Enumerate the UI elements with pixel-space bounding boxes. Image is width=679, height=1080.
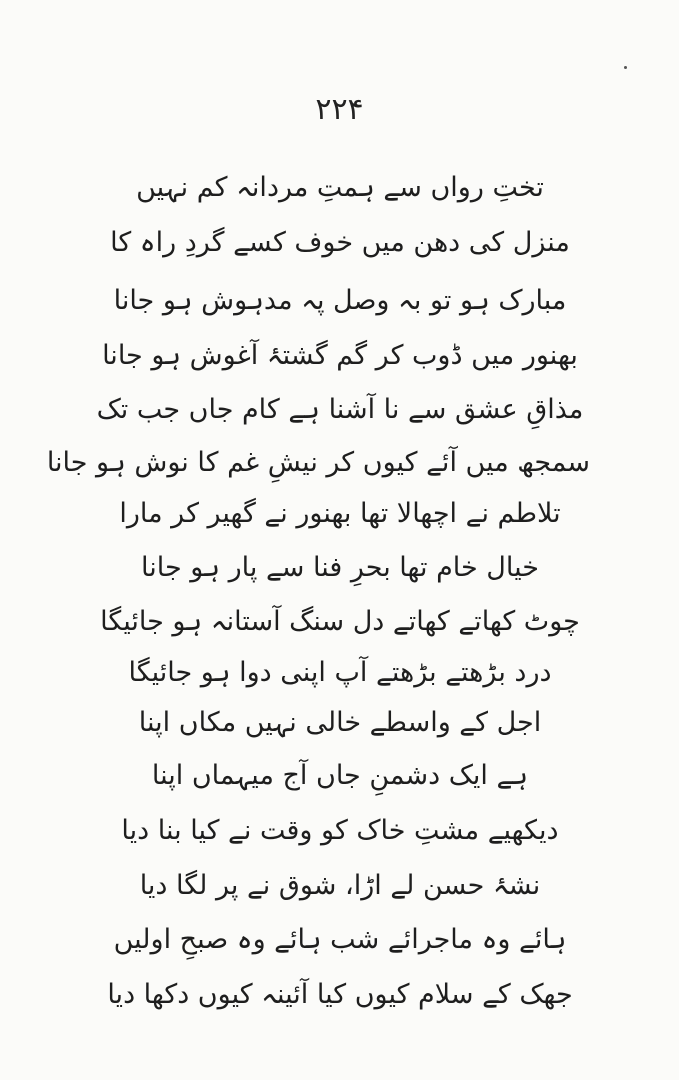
verse-line-2: منزل کی دھن میں خوف کسے گردِ راہ کا [110,227,570,258]
verse-line-3: مبارک ہو تو بہ وصل پہ مدہوش ہو جانا [113,285,567,316]
ink-speck [624,66,627,69]
verse-line-5: مذاقِ عشق سے نا آشنا ہے کام جاں جب تک [96,394,584,425]
verse-line-11: اجل کے واسطے خالی نہیں مکاں اپنا [138,707,542,738]
verse-line-6: سمجھ میں آئے کیوں کر نیشِ غم کا نوش ہو جانا [46,447,590,478]
verse-line-15: ہائے وہ ماجرائے شب ہائے وہ صبحِ اولیں [113,924,567,955]
verse-line-9: چوٹ کھاتے کھاتے دل سنگ آستانہ ہو جائیگا [100,606,580,637]
verse-line-7: تلاطم نے اچھالا تھا بھنور نے گھیر کر مارا [119,498,561,529]
verse-line-8: خیال خام تھا بحرِ فنا سے پار ہو جانا [141,552,539,583]
verse-line-4: بھنور میں ڈوب کر گم گشتۂ آغوش ہو جانا [102,340,578,371]
verse-line-16: جھک کے سلام کیوں کیا آئینہ کیوں دکھا دیا [107,979,573,1010]
verse-line-13: دیکھیے مشتِ خاک کو وقت نے کیا بنا دیا [121,815,559,846]
page-number: ۲۲۴ [315,92,364,127]
verse-line-10: درد بڑھتے بڑھتے آپ اپنی دوا ہو جائیگا [128,657,552,688]
verse-line-14: نشۂ حسن لے اڑا، شوق نے پر لگا دیا [139,870,541,901]
verse-line-1: تختِ رواں سے ہمتِ مردانہ کم نہیں [136,172,544,203]
verse-line-12: ہے ایک دشمنِ جاں آج میہماں اپنا [151,760,529,791]
